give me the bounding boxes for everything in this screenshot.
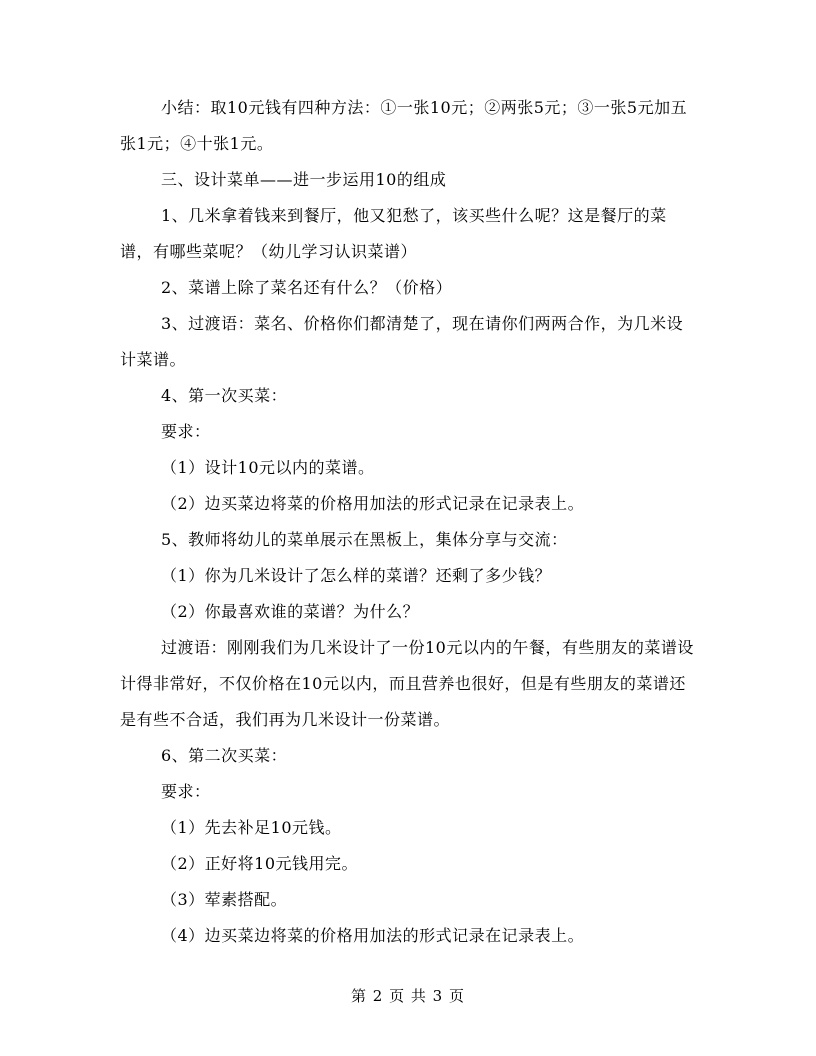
requirement-item: （2）边买菜边将菜的价格用加法的形式记录在记录表上。 xyxy=(161,494,585,513)
step-paragraph: 3、过渡语：菜名、价格你们都清楚了，现在请你们两两合作，为几米设计菜谱。 xyxy=(120,314,684,369)
requirement-label: 要求： xyxy=(161,782,211,801)
requirement-item: （2）正好将10元钱用完。 xyxy=(161,854,359,873)
step-paragraph: 6、第二次买菜： xyxy=(161,746,288,765)
section-heading: 三、设计菜单——进一步运用10的组成 xyxy=(161,170,447,189)
transition-paragraph: 过渡语：刚刚我们为几米设计了一份10元以内的午餐，有些朋友的菜谱设计得非常好，不仅价格在10元以内，而且营养也很好，但是有些朋友的菜谱还是有些不合适，我们再为几米设计一份菜谱。 xyxy=(120,638,694,729)
question-item: （2）你最喜欢谁的菜谱？为什么？ xyxy=(161,602,420,621)
requirement-label: 要求： xyxy=(161,422,211,441)
requirement-item: （1）设计10元以内的菜谱。 xyxy=(161,458,375,477)
summary-paragraph: 小结：取10元钱有四种方法：①一张10元；②两张5元；③一张5元加五张1元；④十张1元。 xyxy=(120,98,688,153)
requirement-item: （1）先去补足10元钱。 xyxy=(161,818,342,837)
step-paragraph: 4、第一次买菜： xyxy=(161,386,288,405)
step-paragraph: 5、教师将幼儿的菜单展示在黑板上，集体分享与交流： xyxy=(161,530,568,549)
document-body xyxy=(120,90,696,954)
requirement-item: （3）荤素搭配。 xyxy=(161,890,288,909)
page-number-footer: 第 2 页 共 3 页 xyxy=(351,987,465,1005)
step-paragraph: 2、菜谱上除了菜名还有什么？（价格） xyxy=(161,278,453,297)
requirement-item: （4）边买菜边将菜的价格用加法的形式记录在记录表上。 xyxy=(161,926,585,945)
question-item: （1）你为几米设计了怎么样的菜谱？还剩了多少钱？ xyxy=(161,566,552,585)
step-paragraph: 1、几米拿着钱来到餐厅，他又犯愁了，该买些什么呢？这是餐厅的菜谱，有哪些菜呢？（幼儿学习认识菜谱） xyxy=(120,206,667,261)
